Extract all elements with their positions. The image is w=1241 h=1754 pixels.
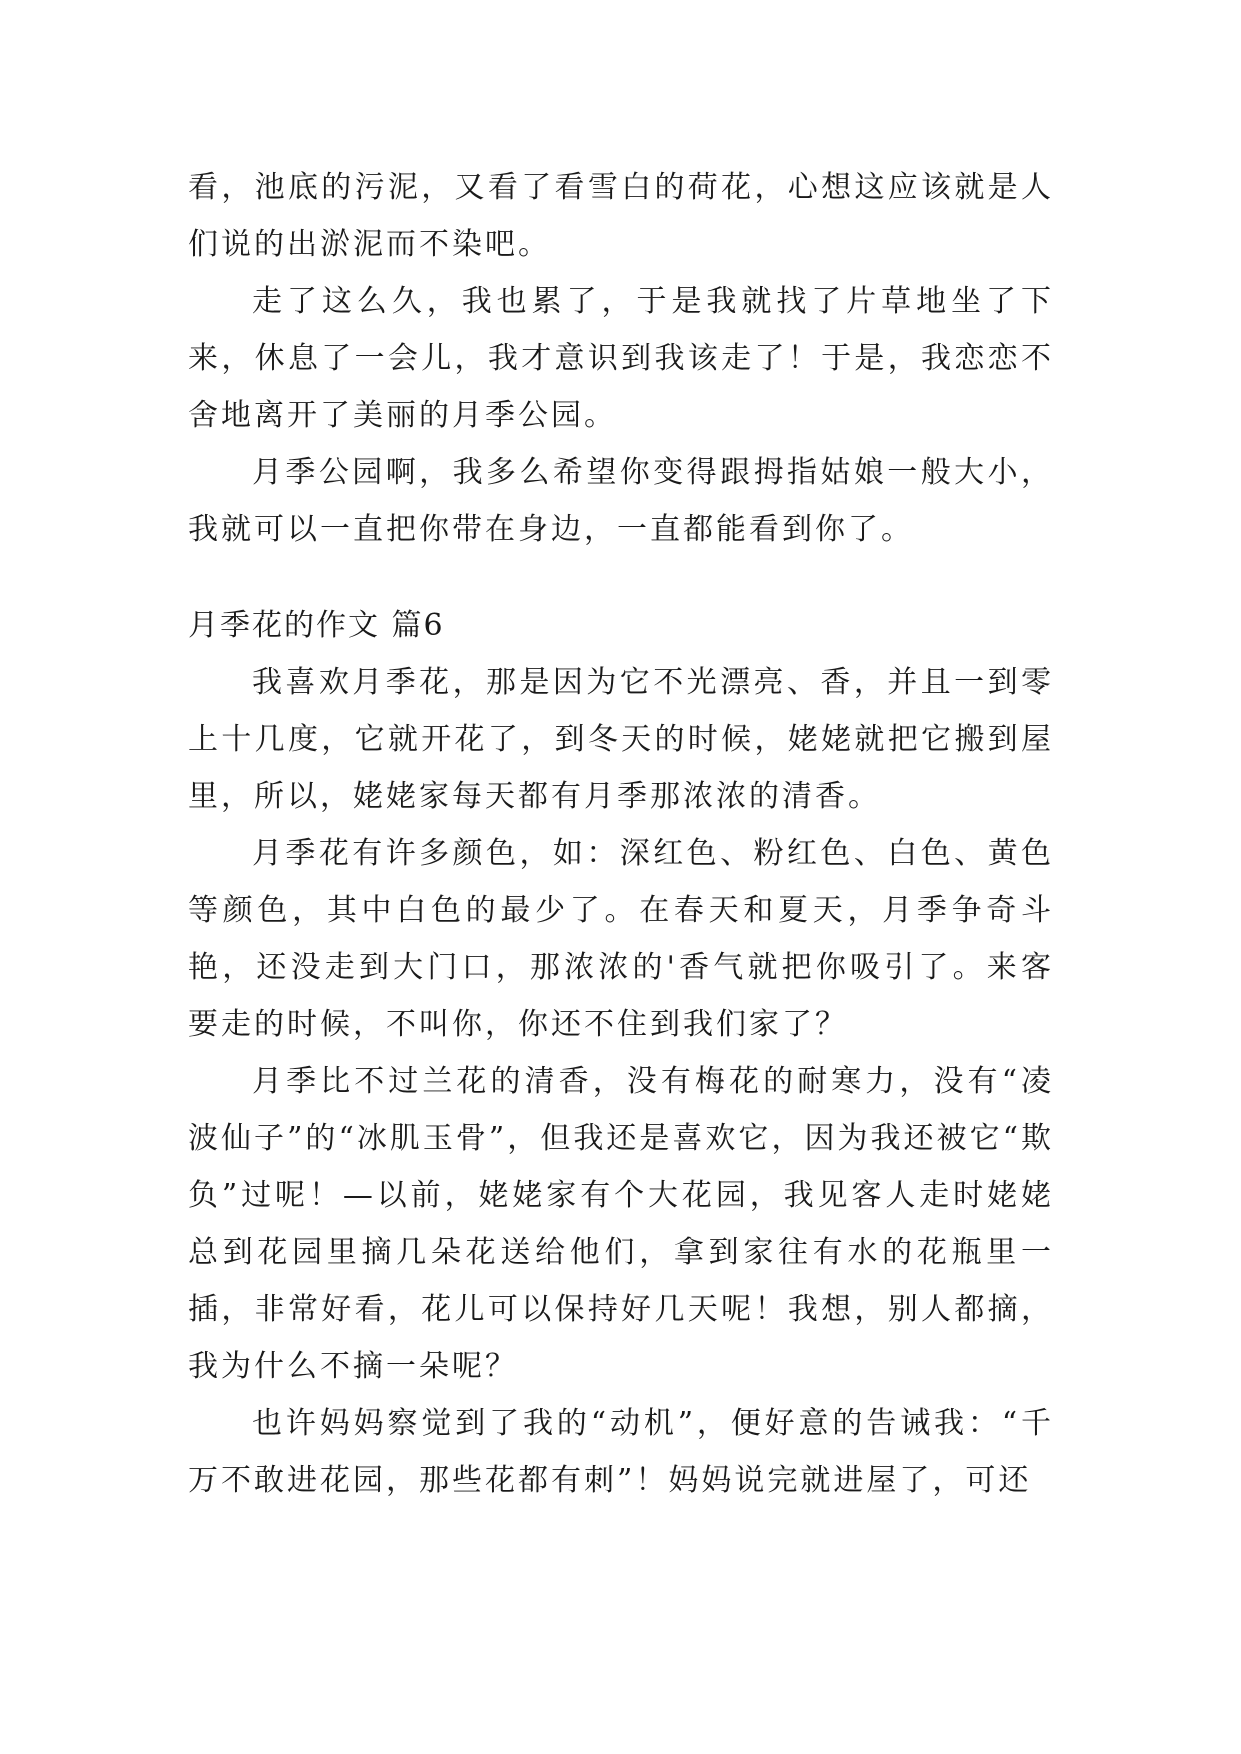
section-heading: 月季花的作文 篇6 — [188, 608, 445, 643]
paragraph: 月季比不过兰花的清香，没有梅花的耐寒力，没有“凌波仙子”的“冰肌玉骨”，但我还是喜欢它，因为我还被它“欺负”过呢！—以前，姥姥家有个大花园，我见客人走时姥姥总到花园里摘几朵花送给他们，拿到家往有水的花瓶里一插，非常好看，花儿可以保持好几天呢！我想，别人都摘，我为什么不摘一朵呢？ — [188, 1064, 1054, 1384]
paragraph: 我喜欢月季花，那是因为它不光漂亮、香，并且一到零上十几度，它就开花了，到冬天的时候，姥姥就把它搬到屋里，所以，姥姥家每天都有月季那浓浓的清香。 — [188, 665, 1054, 814]
paragraph: 看，池底的污泥，又看了看雪白的荷花，心想这应该就是人们说的出淤泥而不染吧。 — [188, 170, 1054, 262]
paragraph: 月季花有许多颜色，如：深红色、粉红色、白色、黄色等颜色，其中白色的最少了。在春天和夏天，月季争奇斗艳，还没走到大门口，那浓浓的'香气就把你吸引了。来客要走的时候，不叫你，你还不住到我们家了？ — [188, 836, 1054, 1042]
essay-section-6 — [188, 597, 1054, 1509]
paragraph: 月季公园啊，我多么希望你变得跟拇指姑娘一般大小，我就可以一直把你带在身边，一直都能看到你了。 — [188, 455, 1054, 547]
paragraph: 走了这么久，我也累了，于是我就找了片草地坐了下来，休息了一会儿，我才意识到我该走了！于是，我恋恋不舍地离开了美丽的月季公园。 — [188, 284, 1054, 433]
paragraph: 也许妈妈察觉到了我的“动机”，便好意的告诫我：“千万不敢进花园，那些花都有刺”！妈妈说完就进屋了，可还 — [188, 1406, 1054, 1498]
essay-section-previous — [188, 159, 1054, 558]
